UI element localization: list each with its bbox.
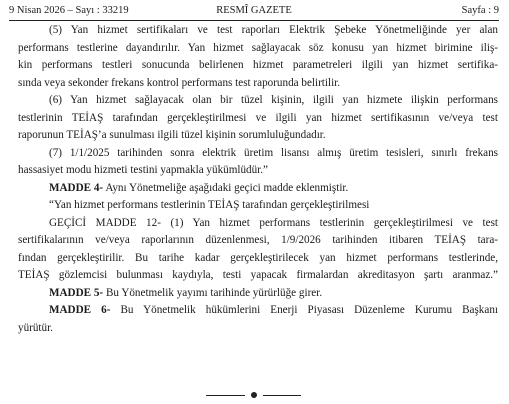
text-line [18, 57, 498, 75]
line-text: testlerinin TEİAŞ tarafından gerçekleştirilmesi ve ilgili yan hizmet sertifikasının ve/veya test [18, 111, 498, 124]
separator-line-right [263, 395, 301, 396]
line-text: kin performans testleri sonucunda belirlenen hizmet parametreleri ilgili yan hizmet sertifika- [18, 59, 498, 71]
line-text: GEÇİCİ MADDE 12- (1) Yan hizmet performans testlerinin gerçekleştirilmesi ve test [49, 216, 498, 229]
text-line [18, 40, 498, 58]
text-line [18, 197, 498, 215]
text-line [18, 250, 498, 268]
article-number: MADDE 6- [49, 304, 111, 316]
page-number: Sayfa : 9 [461, 5, 499, 16]
separator-dot [251, 392, 257, 398]
text-line [18, 92, 498, 110]
line-text: Aynı Yönetmeliğe aşağıdaki geçici madde eklenmiştir. [103, 181, 349, 194]
line-text: hassasiyet modu hizmeti testini yapmakla yükümlüdür.” [18, 164, 269, 176]
line-text: (7) 1/1/2025 tarihinden sonra elektrik üretim lisansı almış üretim tesisleri, sınırlı frekans [49, 146, 498, 159]
text-line [18, 162, 498, 180]
article-number: MADDE 4- [49, 181, 104, 194]
line-text: (6) Yan hizmet sağlayacak olan bir tüzel kişinin, ilgili yan hizmete ilişkin performans [49, 94, 498, 106]
line-text: TEİAŞ gözlemcisi bulunması kaydıyla, testi yapacak firmalardan akreditasyon şartı aranmaz.” [18, 269, 498, 281]
text-line [18, 320, 498, 338]
text-line [18, 110, 498, 128]
text-line [18, 302, 498, 320]
line-text: “Yan hizmet performans testlerinin TEİAŞ tarafından gerçekleştirilmesi [49, 199, 370, 211]
text-line [18, 75, 498, 93]
gazette-title: RESMÎ GAZETE [216, 5, 292, 16]
page-header [9, 1, 499, 21]
text-line [18, 267, 498, 285]
line-text: (5) Yan hizmet sertifikaları ve test raporları Elektrik Şebeke Yönetmeliğinde yer alan [49, 24, 498, 36]
text-line [18, 285, 498, 303]
text-line [18, 145, 498, 163]
line-text: yürütür. [18, 321, 53, 334]
text-line [18, 22, 498, 40]
text-line [18, 127, 498, 145]
end-separator [0, 391, 509, 399]
line-text: sında veya sekonder frekans kontrol performans test raporunda belirtilir. [18, 76, 341, 89]
article-number: MADDE 5- [49, 286, 104, 299]
text-line [18, 232, 498, 250]
line-text: raporunun TEİAŞ’a sunulması ilgili tüzel kişinin sorumluluğundadır. [18, 129, 326, 141]
regulation-text [18, 22, 498, 337]
text-line [18, 215, 498, 233]
line-text: Bu Yönetmelik hükümlerini Enerji Piyasası Düzenleme Kurumu Başkanı [110, 304, 498, 316]
issue-date-number: 9 Nisan 2026 – Sayı : 33219 [9, 5, 129, 16]
separator-line-left [206, 395, 245, 396]
line-text: Bu Yönetmelik yayımı tarihinde yürürlüğe girer. [103, 286, 323, 299]
line-text: performans testlerine dayandırılır. Yan hizmet sağlayacak söz konusu yan hizmet birimine iliş- [18, 41, 498, 54]
line-text: sertifikalarının ve/veya raporlarının düzenlenmesi, 1/9/2026 tarihinden itibaren TEİAŞ tara- [18, 234, 498, 246]
text-line [18, 180, 498, 198]
line-text: fından gerçekleştirilir. Bu tarihe kadar gerçekleştirilecek yan hizmet performans testlerinde, [18, 251, 498, 264]
